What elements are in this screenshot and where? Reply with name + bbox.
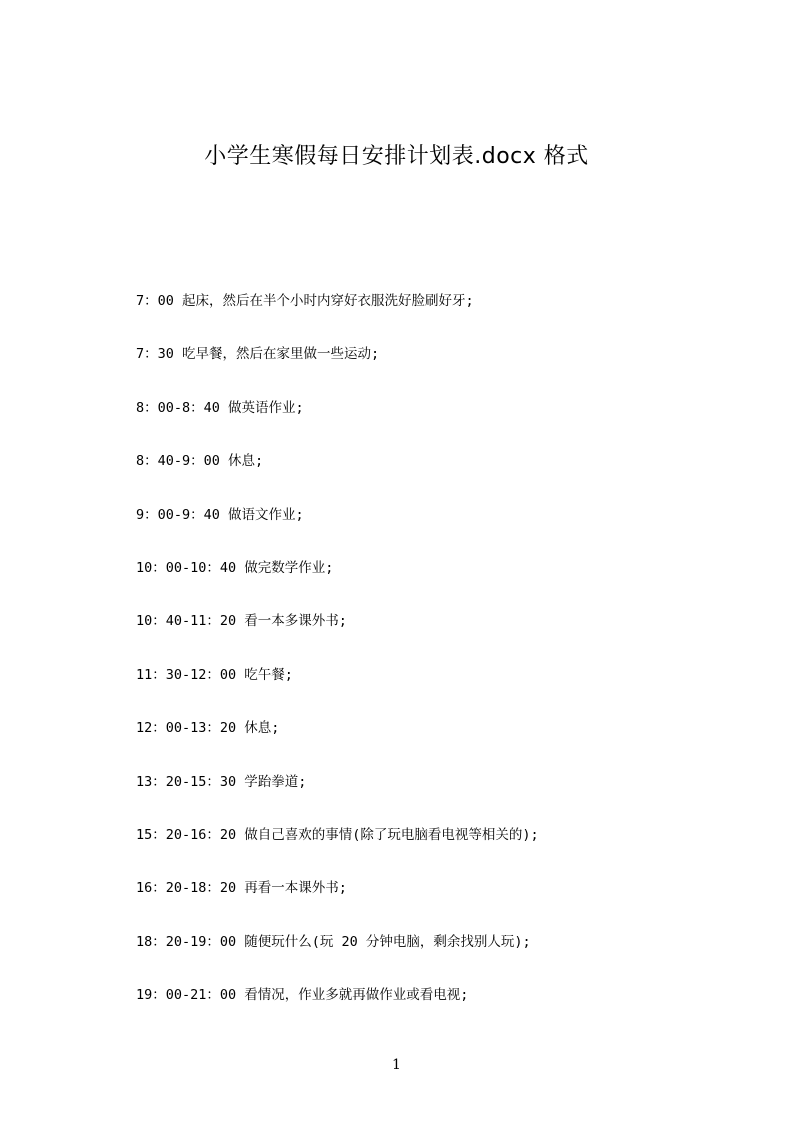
schedule-item: 16：20-18：20 再看一本课外书; xyxy=(136,880,347,897)
schedule-item: 19：00-21：00 看情况，作业多就再做作业或看电视; xyxy=(136,987,469,1004)
schedule-item: 8：40-9：00 休息; xyxy=(136,453,264,470)
schedule-item: 15：20-16：20 做自己喜欢的事情(除了玩电脑看电视等相关的); xyxy=(136,826,539,843)
schedule-item: 12：00-13：20 休息; xyxy=(136,720,280,737)
schedule-item: 18：20-19：00 随便玩什么(玩 20 分钟电脑，剩余找别人玩); xyxy=(136,933,531,950)
schedule-item: 7：30 吃早餐，然后在家里做一些运动; xyxy=(136,346,380,363)
document-title: 小学生寒假每日安排计划表.docx 格式 xyxy=(204,144,589,169)
schedule-item: 8：00-8：40 做英语作业; xyxy=(136,399,304,416)
schedule-item: 7：00 起床，然后在半个小时内穿好衣服洗好脸刷好牙; xyxy=(136,293,474,309)
schedule-list xyxy=(136,290,736,1037)
schedule-item: 13：20-15：30 学跆拳道; xyxy=(136,773,307,790)
page-number: 1 xyxy=(392,1057,401,1073)
schedule-item: 11：30-12：00 吃午餐; xyxy=(136,666,293,683)
schedule-item: 10：40-11：20 看一本多课外书; xyxy=(136,613,347,630)
schedule-item: 10：00-10：40 做完数学作业; xyxy=(136,559,334,576)
schedule-item: 9：00-9：40 做语文作业; xyxy=(136,506,304,523)
